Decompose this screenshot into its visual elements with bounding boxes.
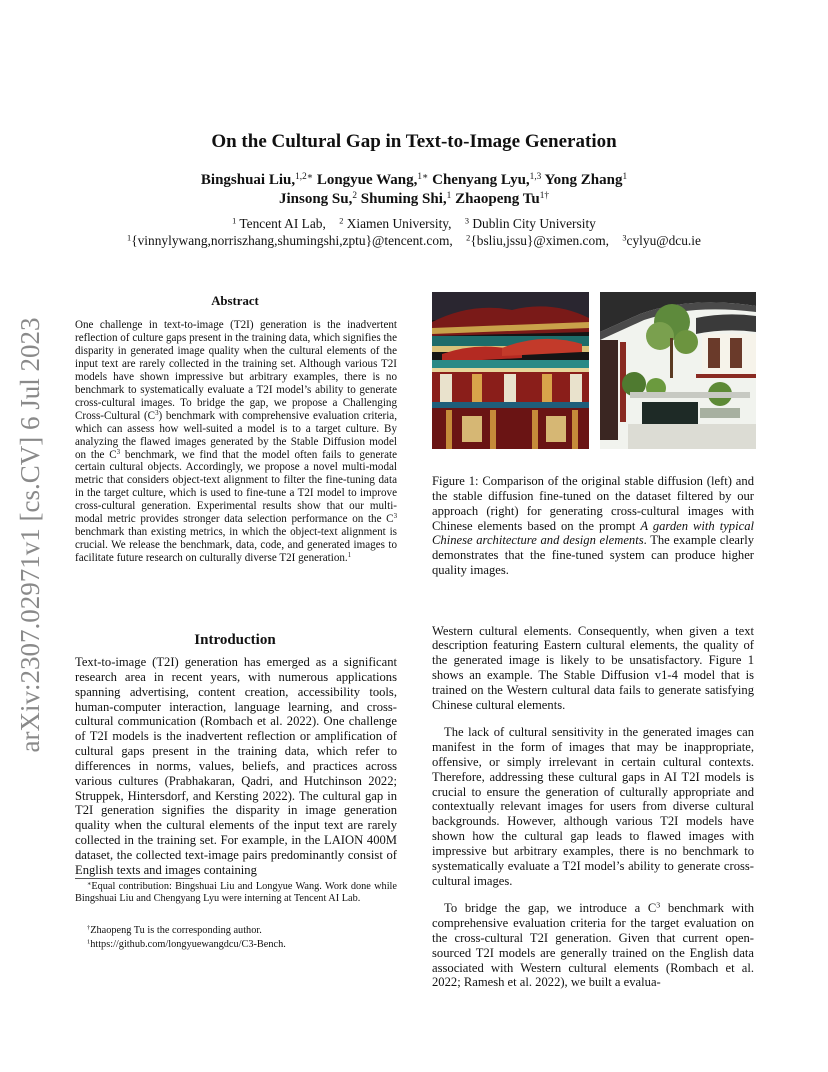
right-column-body [432,611,754,1003]
footnote-mark: 1 [87,938,91,946]
footnote-rule [75,878,193,879]
superscript: 3 [393,513,397,521]
footnote-text: Equal contribution: Bingshuai Liu and Longyue Wang. Work done while Bingshuai Liu and Chengyang Lyu were interning at Tencent AI Lab. [75,881,397,905]
email-mark: 3 [622,233,627,243]
abstract-text: benchmark than existing metrics, in which the object-text alignment is crucial. We release the benchmark, data, code, and generated images to facilitate future research on culturally diverse T2I generation. [75,526,397,565]
body-text: To bridge the gap, we introduce a C [444,901,657,916]
email-address[interactable]: {bsliu,jssu}@ximen.com, [470,233,623,248]
body-text: benchmark with comprehensive evaluation criteria for the target evaluation on the cross-cultural T2I generation. Given that current open-sourced T2I models are generally trained on the English data associated with Western cultural elements (Rombach et al. 2022; Ramesh et al. 2022), we built a evalua- [432,901,754,990]
email-address[interactable]: cylyu@dcu.ie [626,233,701,248]
author-name: Longyue Wang, [313,172,418,188]
affiliations-line [0,216,828,232]
body-paragraph: Western cultural elements. Consequently, when given a text description featuring Eastern cultural elements, the quality of the generated image is likely to be unsatisfactory. Figure 1 shows an example. The Stable Diffusion v1-4 model that is trained on the Western cultural data fails to generate satisfying Chinese cultural elements. [432,623,754,712]
abstract-text: One challenge in text-to-image (T2I) generation is the inadvertent reflection of culture gaps present in the training data, which signifies the disparity in generated image quality when the cultural elements of the input text are rarely collected in the training set. Although various T2I models have shown impressive but arbitrary examples, there is no benchmark to systematically evaluate a T2I model’s ability to generate cross-cultural images. To bridge the gap, we propose a Challenging Cross-Cultural (C [75,319,397,422]
introduction-heading: Introduction [194,632,276,648]
author-affiliation-mark: 1∗ [417,171,429,182]
author-affiliation-mark: 1 [446,190,452,201]
email-mark: 1 [127,233,132,243]
author-name: Jinsong Su, [278,191,353,207]
affiliation-mark: 2 [339,216,344,226]
author-affiliation-mark: 1,3 [529,171,542,182]
caption-text: . The example clearly demonstrates that the fine-tuned system can produce higher quality images. [432,533,754,578]
affiliation-name: Xiamen University, [343,216,465,231]
footnote-corresponding-author [75,925,397,937]
author-affiliation-mark: 1,2∗ [295,171,314,182]
footnote-equal-contribution [75,881,397,905]
author-name: Shuming Shi, [357,191,447,207]
body-paragraph [432,901,754,990]
affiliation-mark: 3 [464,216,470,226]
author-affiliation-mark: 1† [539,190,549,201]
abstract-text: benchmark, we find that the model often fails to generate certain cultural objects. Accordingly, we propose a novel multi-modal metric that considers object-text alignment to filter the fine-tuning data in the target culture, which is used to fine-tune a T2I model to improve cross-cultural generation. Experimental results show that our multi-modal metric provides stronger data selection performance on the C [75,448,397,526]
chinese-garden-finetuned-illustration [600,292,756,449]
affiliation-mark: 1 [232,216,237,226]
author-name: Yong Zhang [541,172,623,188]
email-address[interactable]: {vinnylywang,norriszhang,shumingshi,zptu}@tencent.com, [131,233,467,248]
paper-title: On the Cultural Gap in Text-to-Image Generation [211,131,617,152]
footnote-mark: † [87,924,91,932]
introduction-paragraph: Text-to-image (T2I) generation has emerged as a significant research area in recent years, with numerous applications spanning advertising, content creation, accessibility tools, human-computer interaction, language learning, and cross-cultural communication (Rombach et al. 2022). One challenge of T2I models is the inadvertent reflection or amplification of cultural gaps present in the training data, which refer to differences in norms, values, beliefs, and practices across various cultures (Prabhakaran, Qadri, and Hutchinson 2022; Struppek, Hintersdorf, and Kersting 2022). The cultural gap in T2I generation signifies the disparity in image generation quality when the cultural elements of the input text are rarely collected in the training set. For example, in the LAION 400M dataset, the collected text-image pairs predominantly consist of English texts and images containing [75,655,397,877]
superscript: 3 [116,448,121,456]
author-name: Chenyang Lyu, [428,172,530,188]
authors-line-1 [0,172,828,189]
body-paragraph: The lack of cultural sensitivity in the generated images can manifest in the form of images that may be inappropriate, offensive, or simply irrelevant in certain cultural contexts. Therefore, addressing these cultural gaps in AI T2I models is crucial to ensure the generation of culturally appropriate and contextually relevant images for users from diverse cultural backgrounds. However, although various T2I models have shown how the cultural gap leads to flawed images with impressive but arbitrary examples, there is no benchmark to systematically evaluate a T2I model’s ability to generate cross-cultural images. [432,725,754,888]
caption-prompt: A garden with typical Chinese architecture and design elements [432,518,754,548]
email-mark: 2 [466,233,471,243]
footnote-marker[interactable]: 1 [347,552,352,560]
figure-caption [432,474,754,578]
superscript: 3 [656,900,661,910]
arxiv-identifier: arXiv:2307.02971v1 [cs.CV] 6 Jul 2023 [15,317,45,753]
abstract-heading: Abstract [211,294,259,308]
figure-image-finetuned-stable-diffusion [600,292,756,449]
affiliation-name: Dublin City University [469,216,596,231]
author-name: Bingshuai Liu, [200,172,296,188]
chinese-architecture-original-illustration [432,292,589,449]
footnote-mark: ∗ [87,880,92,888]
footnote-repository-url [75,939,397,951]
figure-image-original-stable-diffusion [432,292,589,449]
abstract-text: ) benchmark with comprehensive evaluation criteria, which can assess how well-suited a model is to a target culture. By analyzing the flawed images generated by the Stable Diffusion model on the C [75,409,397,461]
abstract-body [75,319,397,565]
footnote-text: Zhaopeng Tu is the corresponding author. [90,925,262,936]
authors-line-2 [0,191,828,208]
author-affiliation-mark: 2 [352,190,358,201]
author-name: Zhaopeng Tu [451,191,540,207]
affiliation-name: Tencent AI Lab, [236,216,340,231]
repository-link[interactable]: https://github.com/longyuewangdcu/C3-Bench. [90,939,286,950]
caption-text: Figure 1: Comparison of the original stable diffusion (left) and the stable diffusion fine-tuned on the dataset filtered by our approach (right) for generating cross-cultural images with Chinese elements based on the prompt [432,474,754,533]
superscript: 3 [155,409,159,417]
emails-line [0,233,828,249]
author-affiliation-mark: 1 [622,171,628,182]
